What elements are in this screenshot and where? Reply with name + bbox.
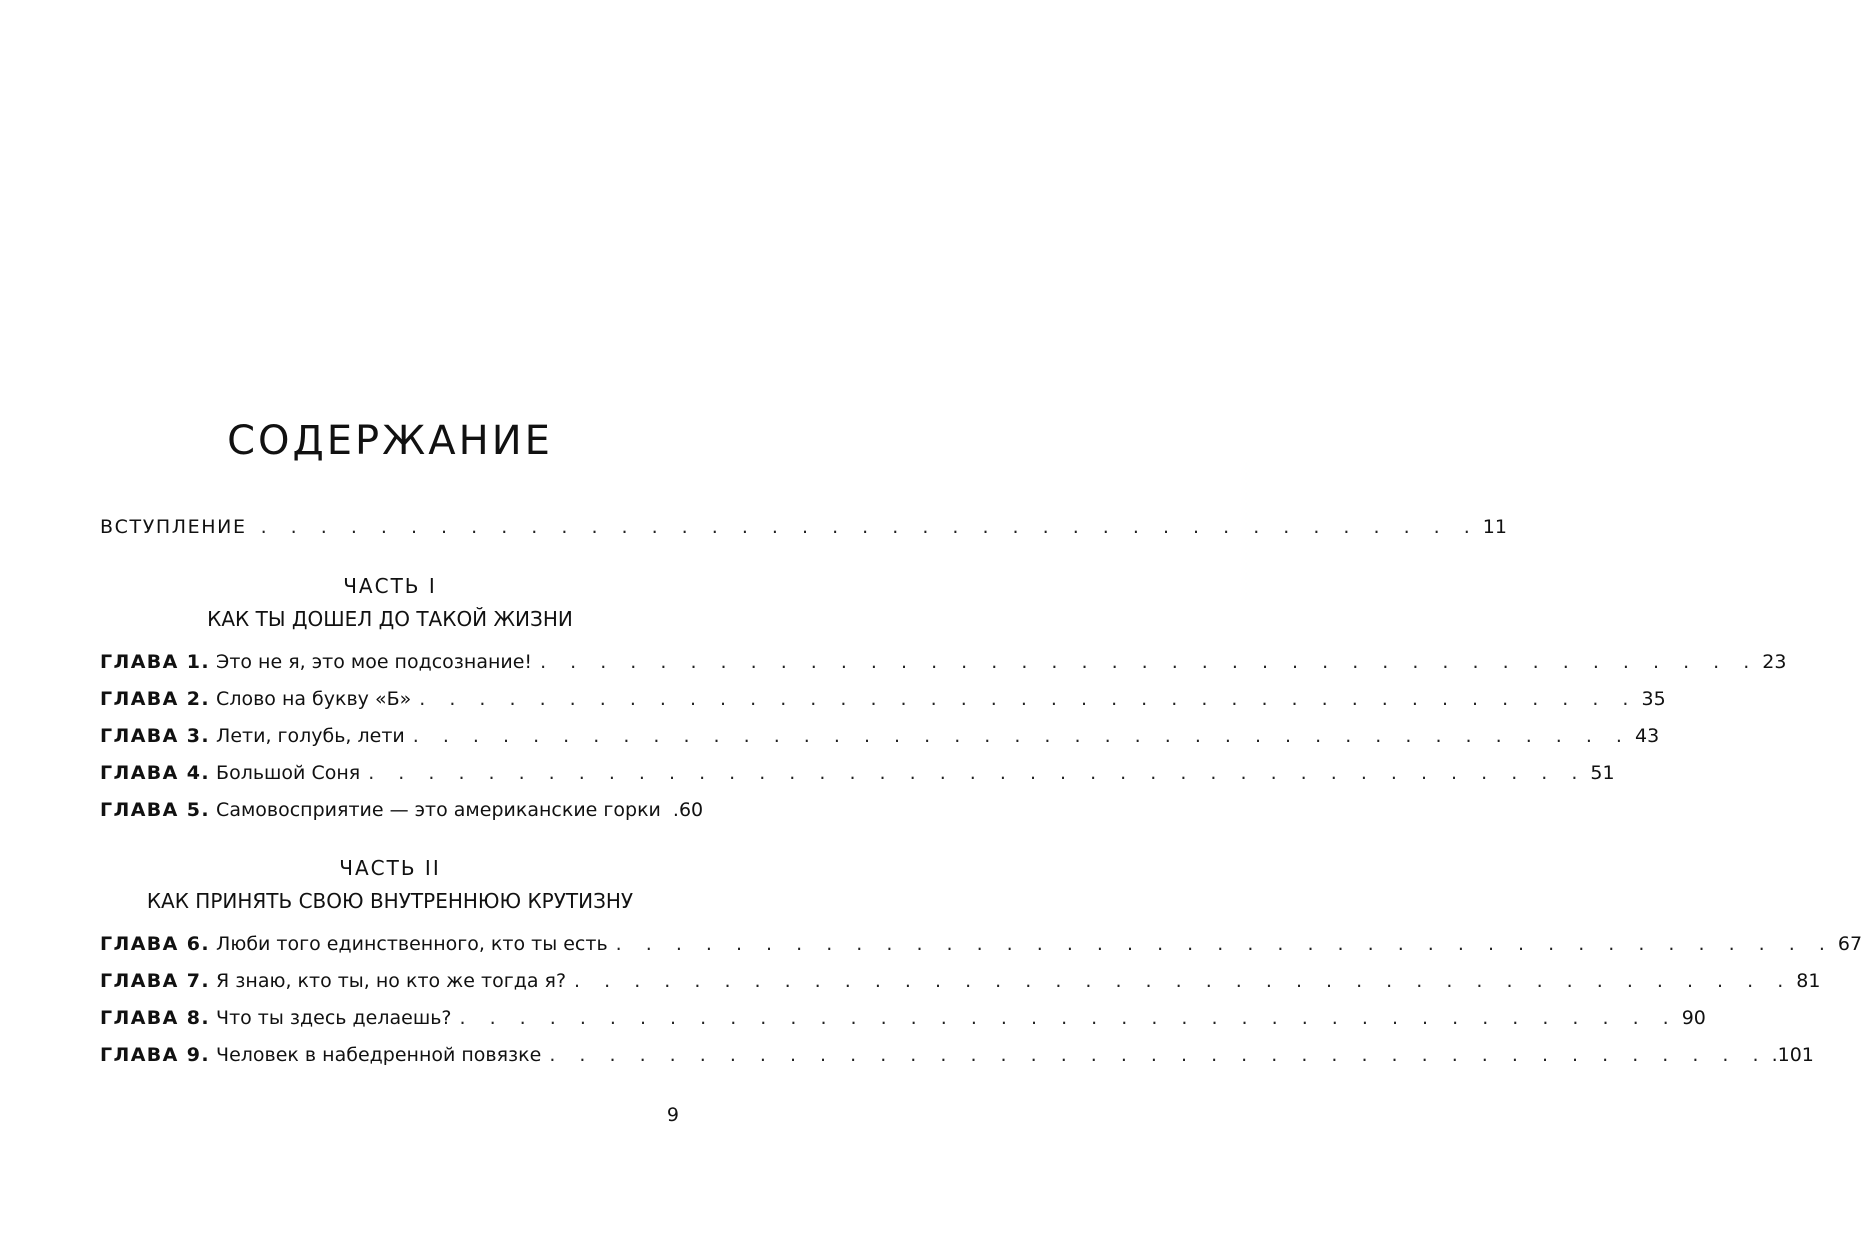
chapter-title: Я знаю, кто ты, но кто же тогда я? [216, 970, 567, 992]
chapter-label: ГЛАВА 2. [100, 688, 211, 710]
toc-page-number: 35 [1641, 688, 1666, 710]
toc-entry-chapter-3 [100, 725, 1660, 747]
page-number-folio: 9 [666, 1104, 679, 1126]
part-heading: ЧАСТЬ II [339, 856, 441, 880]
toc-page-number: 81 [1796, 970, 1821, 992]
chapter-label: ГЛАВА 8. [100, 1007, 211, 1029]
toc-leader-dots: . . . . . . . . . . . . . . . . . . . . . . . . . . . . . . . . . . . . . . . . . [615, 933, 1834, 955]
toc-leader-dots: . . . . . . . . . . . . . . . . . . . . . . . . . . . . . . . . . . . . . . . . . [412, 725, 1631, 747]
toc-entry-chapter-7 [100, 970, 1821, 992]
chapter-title: Это не я, это мое подсознание! [216, 651, 533, 673]
chapter-label: ГЛАВА 5. [100, 799, 211, 821]
toc-leader-dots: . . . . . . . . . . . . . . . . . . . . . . . . . . . . . . . . . . . . . . . . . [549, 1044, 1768, 1066]
toc-leader-dots: . . . . . . . . . . . . . . . . . . . . . . . . . . . . . . . . . . . . . . . . . [419, 688, 1638, 710]
toc-leader-dots: . . . . . . . . . . . . . . . . . . . . . . . . . . . . . . . . . . . . . . . . . [459, 1007, 1678, 1029]
toc-page-number: 23 [1762, 651, 1787, 673]
toc-page-number: 11 [1482, 516, 1507, 538]
toc-entry-chapter-5 [100, 799, 704, 821]
page-title: СОДЕРЖАНИЕ [227, 418, 553, 464]
part-subtitle: КАК ТЫ ДОШЕЛ ДО ТАКОЙ ЖИЗНИ [207, 607, 573, 631]
part-subtitle: КАК ПРИНЯТЬ СВОЮ ВНУТРЕННЮЮ КРУТИЗНУ [146, 889, 634, 913]
chapter-title: Человек в набедренной повязке [216, 1044, 542, 1066]
part-heading: ЧАСТЬ I [343, 574, 437, 598]
toc-entry-chapter-8 [100, 1007, 1706, 1029]
chapter-title: Большой Соня [216, 762, 361, 784]
toc-entry-chapter-6 [100, 933, 1862, 955]
toc-entry-chapter-2 [100, 688, 1666, 710]
chapter-label: ГЛАВА 7. [100, 970, 211, 992]
chapter-title: Лети, голубь, лети [216, 725, 405, 747]
chapter-title: Самовосприятие — это американские горки [216, 799, 661, 821]
toc-entry-chapter-4 [100, 762, 1615, 784]
toc-entry-chapter-9 [100, 1044, 1814, 1066]
chapter-title: Слово на букву «Б» [216, 688, 412, 710]
toc-leader-dots: . . . . . . . . . . . . . . . . . . . . . . . . . . . . . . . . . . . . . . . . . [574, 970, 1793, 992]
chapter-label: ГЛАВА 1. [100, 651, 211, 673]
toc-entry-label: ВСТУПЛЕНИЕ [100, 516, 247, 538]
chapter-label: ГЛАВА 9. [100, 1044, 211, 1066]
chapter-title: Что ты здесь делаешь? [216, 1007, 452, 1029]
toc-entry-intro [100, 516, 1507, 538]
toc-page-number: .101 [1771, 1044, 1814, 1066]
toc-leader-dots: . . . . . . . . . . . . . . . . . . . . . . . . . . . . . . . . . . . . . . . . . [260, 516, 1479, 538]
toc-page-number: 90 [1681, 1007, 1706, 1029]
chapter-label: ГЛАВА 6. [100, 933, 211, 955]
toc-leader-dots: . . . . . . . . . . . . . . . . . . . . . . . . . . . . . . . . . . . . . . . . . [368, 762, 1587, 784]
toc-leader-dots: . . . . . . . . . . . . . . . . . . . . . . . . . . . . . . . . . . . . . . . . . [540, 651, 1759, 673]
chapter-label: ГЛАВА 4. [100, 762, 211, 784]
toc-page-number: 51 [1590, 762, 1615, 784]
chapter-title: Люби того единственного, кто ты есть [216, 933, 608, 955]
chapter-label: ГЛАВА 3. [100, 725, 211, 747]
toc-page-number: 67 [1837, 933, 1862, 955]
toc-page-number: 43 [1634, 725, 1660, 747]
toc-entry-chapter-1 [100, 651, 1787, 673]
toc-page-number: .60 [672, 799, 704, 821]
